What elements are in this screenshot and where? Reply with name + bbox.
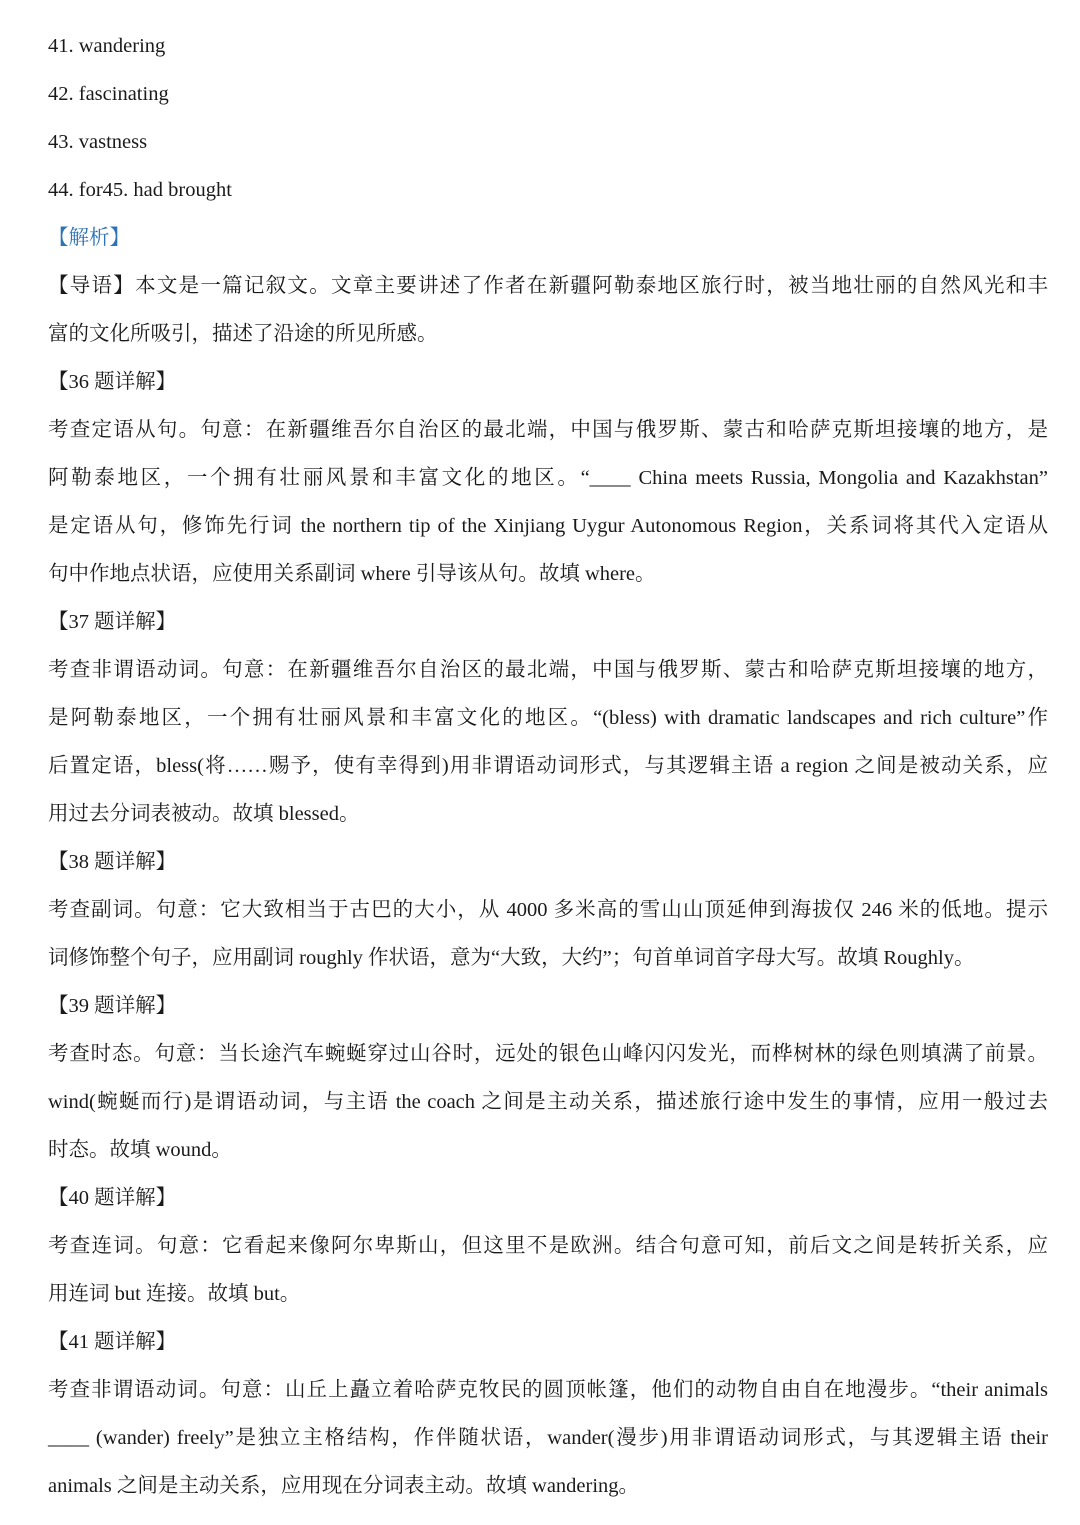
q37-line: 后置定语，bless(将……赐予，使有幸得到)用非谓语动词形式，与其逻辑主语 a region 之间是被动关系，应 [48,755,1048,777]
q38-heading: 【38 题详解】 [48,851,177,873]
q41-line: 考查非谓语动词。句意：山丘上矗立着哈萨克牧民的圆顶帐篷，他们的动物自由自在地漫步。“their animals [48,1379,1048,1401]
answer-42: 42. fascinating [48,83,169,105]
q41-line: ____ (wander) freely”是独立主格结构，作伴随状语，wander(漫步)用非谓语动词形式，与其逻辑主语 their [48,1427,1048,1449]
analysis-label: 【解析】 [48,227,130,249]
answer-44: 44. for [48,179,103,201]
answer-43: 43. vastness [48,131,148,153]
q37-line: 是阿勒泰地区，一个拥有壮丽风景和丰富文化的地区。“(bless) with dramatic landscapes and rich culture”作 [48,707,1048,729]
answer-41: 41. wandering [48,35,166,57]
q41-heading: 【41 题详解】 [48,1331,177,1353]
q36-line: 考查定语从句。句意：在新疆维吾尔自治区的最北端，中国与俄罗斯、蒙古和哈萨克斯坦接壤的地方，是 [48,419,1048,441]
q37-heading: 【37 题详解】 [48,611,177,633]
q37-line: 考查非谓语动词。句意：在新疆维吾尔自治区的最北端，中国与俄罗斯、蒙古和哈萨克斯坦接壤的地方， [48,659,1048,681]
q40-line: 用连词 but 连接。故填 but。 [48,1283,301,1305]
q36-line: 是定语从句，修饰先行词 the northern tip of the Xinjiang Uygur Autonomous Region，关系词将其代入定语从 [48,515,1048,537]
q36-line: 句中作地点状语，应使用关系副词 where 引导该从句。故填 where。 [48,563,656,585]
q39-heading: 【39 题详解】 [48,995,177,1017]
answer-row-44-45 [48,176,1048,204]
q40-line: 考查连词。句意：它看起来像阿尔卑斯山，但这里不是欧洲。结合句意可知，前后文之间是转折关系，应 [48,1235,1048,1257]
q39-line: 考查时态。句意：当长途汽车蜿蜒穿过山谷时，远处的银色山峰闪闪发光，而桦树林的绿色则填满了前景。 [48,1043,1048,1065]
q39-line: 时态。故填 wound。 [48,1139,232,1161]
q36-heading: 【36 题详解】 [48,371,177,393]
intro-line: 富的文化所吸引，描述了沿途的所见所感。 [48,323,438,345]
q37-line: 用过去分词表被动。故填 blessed。 [48,803,360,825]
q39-line: wind(蜿蜒而行)是谓语动词，与主语 the coach 之间是主动关系，描述旅行途中发生的事情，应用一般过去 [48,1091,1048,1113]
answer-45: 45. had brought [102,179,232,201]
q36-line: 阿勒泰地区，一个拥有壮丽风景和丰富文化的地区。“____ China meets Russia, Mongolia and Kazakhstan” [48,467,1048,489]
q38-line: 词修饰整个句子，应用副词 roughly 作状语，意为“大致，大约”；句首单词首字母大写。故填 Roughly。 [48,947,975,969]
q38-line: 考查副词。句意：它大致相当于古巴的大小，从 4000 多米高的雪山山顶延伸到海拔仅 246 米的低地。提示 [48,899,1048,921]
q40-heading: 【40 题详解】 [48,1187,177,1209]
q41-line: animals 之间是主动关系，应用现在分词表主动。故填 wandering。 [48,1475,640,1497]
intro-line: 【导语】本文是一篇记叙文。文章主要讲述了作者在新疆阿勒泰地区旅行时，被当地壮丽的自然风光和丰 [48,275,1048,297]
